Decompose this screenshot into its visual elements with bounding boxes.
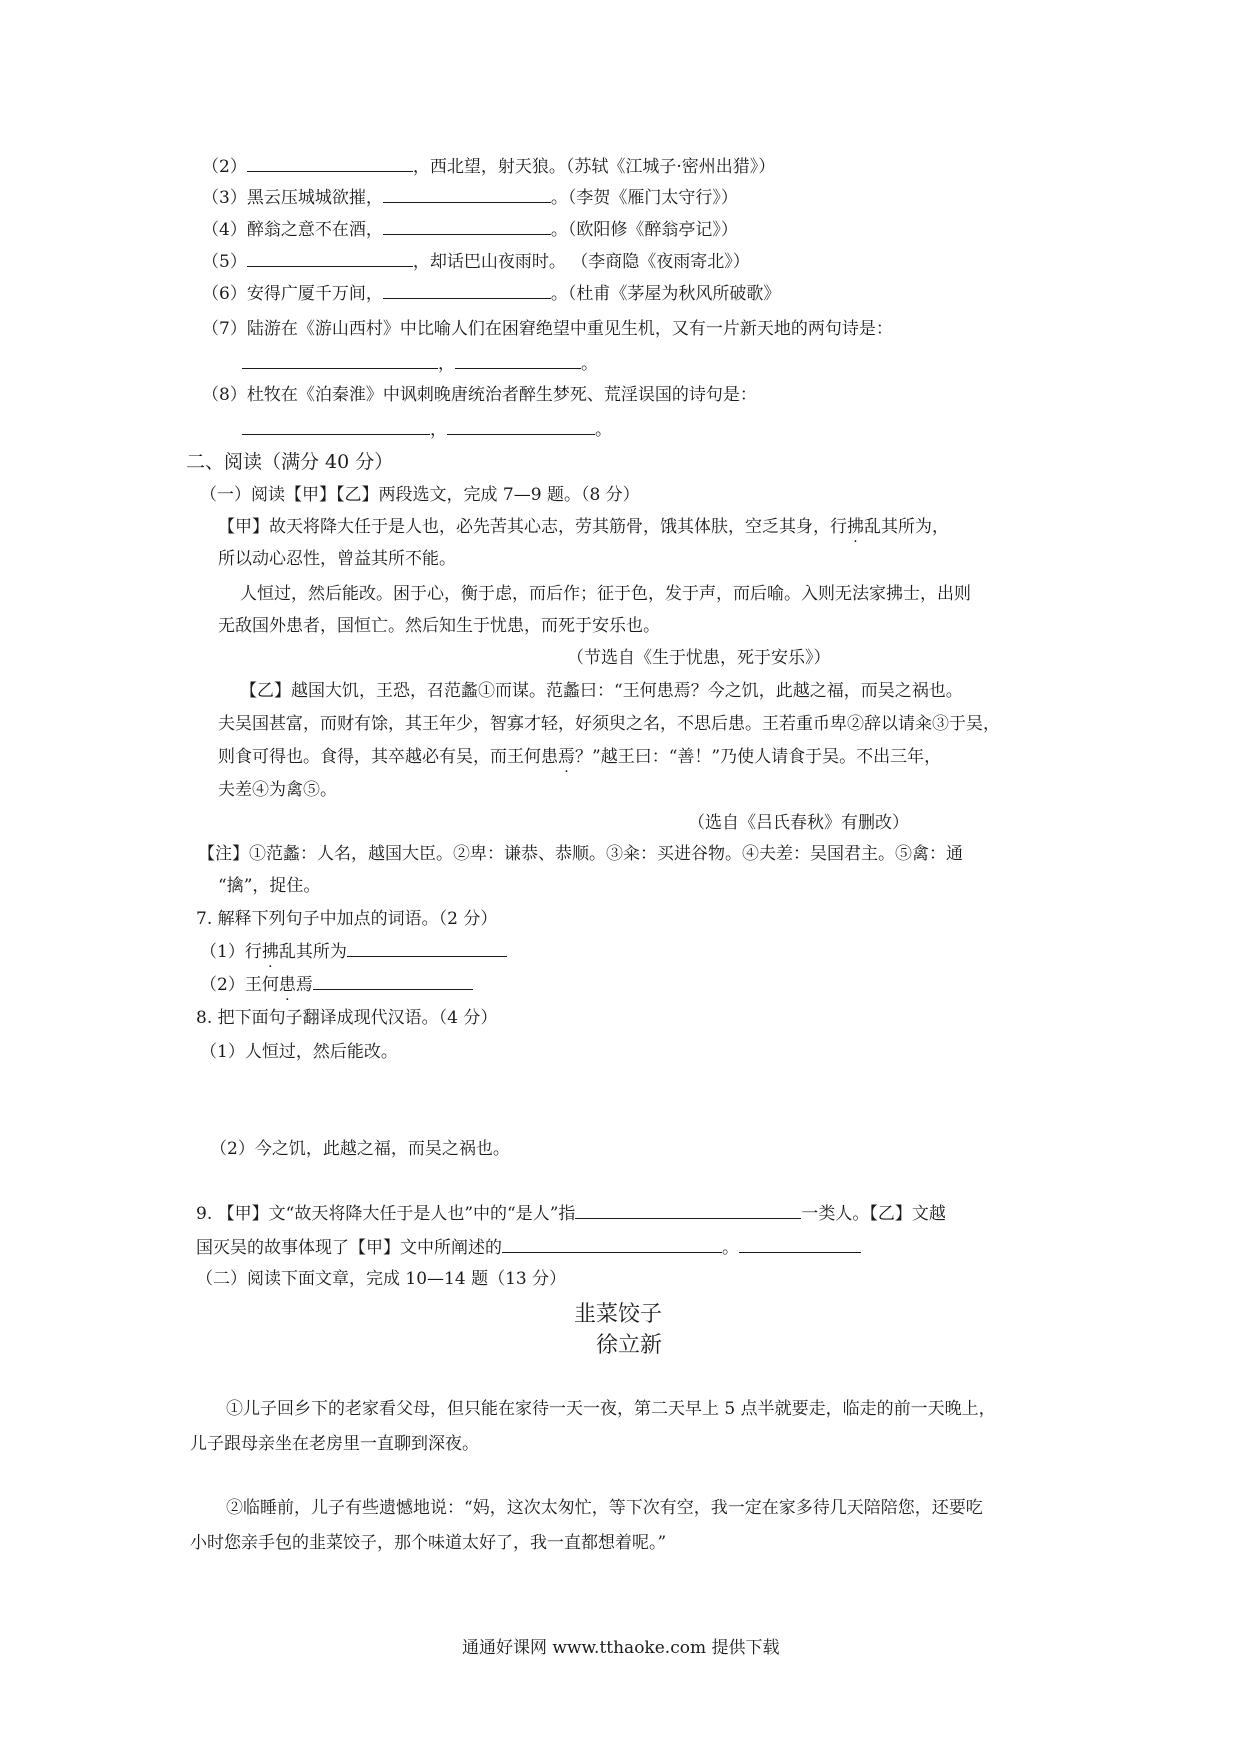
note-line-2: “擒”，捉住。 — [218, 876, 321, 896]
question-8-item-2: （2）今之饥，此越之福，而吴之祸也。 — [210, 1139, 510, 1159]
text: 一类人。【乙】文越 — [801, 1204, 946, 1224]
dotted-word: 拂 — [847, 517, 864, 537]
dotted-word: 拂 — [261, 942, 279, 962]
article-title: 韭菜饺子 — [574, 1302, 663, 1327]
answer-blank[interactable] — [447, 418, 595, 435]
question-7-item-2 — [200, 973, 473, 996]
section-heading: 二、阅读（满分 40 分） — [186, 451, 394, 473]
poem-line-6 — [202, 282, 780, 305]
poem-text: 醉翁之意不在酒， — [246, 220, 383, 240]
poem-line-2 — [202, 155, 775, 178]
answer-blank[interactable] — [247, 155, 413, 172]
poem-number: （6） — [202, 284, 247, 304]
end-mark: 。 — [581, 354, 598, 374]
question-8-heading: 8. 把下面句子翻译成现代汉语。（4 分） — [196, 1008, 498, 1028]
jia-paragraph-2b: 无敌国外患者，国恒亡。然后知生于忧患，而死于安乐也。 — [218, 616, 660, 636]
dotted-word: 焉 — [558, 747, 575, 767]
part-heading: （一）阅读【甲】【乙】两段选文，完成 7—9 题。（8 分） — [200, 485, 640, 505]
answer-blank[interactable] — [242, 352, 438, 369]
yi-source: （选自《吕氏春秋》有删改） — [688, 813, 909, 833]
answer-blank[interactable] — [383, 282, 551, 299]
text: （1）行 — [200, 942, 262, 962]
poem-question-7: （7）陆游在《游山西村》中比喻人们在困窘绝望中重见生机，又有一片新天地的两句诗是： — [202, 319, 893, 339]
poem-number: （4） — [202, 220, 247, 240]
article-paragraph-2a: ②临睡前，儿子有些遗憾地说：“妈，这次太匆忙，等下次有空，我一定在家多待几天陪陪您，还要吃 — [226, 1498, 983, 1518]
jia-paragraph-1b: 所以动心忍性，曾益其所不能。 — [218, 549, 456, 569]
poem-text: ，却话巴山夜雨时。 （李商隐《夜雨寄北》） — [412, 252, 750, 272]
answer-blank[interactable] — [455, 352, 581, 369]
question-8-item-1: （1）人恒过，然后能改。 — [200, 1042, 398, 1062]
yi-line-4: 夫差④为禽⑤。 — [218, 780, 337, 800]
article-author: 徐立新 — [596, 1333, 663, 1358]
jia-paragraph-1a — [218, 516, 949, 538]
text: ？”越王曰：“善！”乃使人请食于吴。不出三年， — [575, 747, 942, 767]
end-mark: 。 — [595, 420, 612, 440]
separator: ， — [430, 420, 447, 440]
poem-number: （2） — [202, 157, 247, 177]
separator: ， — [438, 354, 455, 374]
answer-blank[interactable] — [313, 973, 473, 990]
answer-blank[interactable] — [347, 940, 507, 957]
note-line-1: 【注】①范蠡：人名，越国大臣。②卑：谦恭、恭顺。③籴：买进谷物。④夫差：吴国君主。⑤禽：通 — [198, 844, 963, 864]
answer-blank[interactable] — [383, 218, 551, 235]
answer-blank[interactable] — [242, 418, 430, 435]
poem-line-4 — [202, 218, 738, 241]
article-paragraph-1a: ①儿子回乡下的老家看父母，但只能在家待一天一夜，第二天早上 5 点半就要走，临走的前一天晚上， — [226, 1399, 996, 1419]
yi-line-2: 夫吴国甚富，而财有馀，其王年少，智寡才轻，好须臾之名，不思后患。王若重币卑②辞以请籴③于吴， — [218, 714, 1000, 734]
poem-text: 安得广厦千万间， — [246, 284, 383, 304]
part-heading: （二）阅读下面文章，完成 10—14 题（13 分） — [196, 1269, 567, 1289]
answer-blank[interactable] — [383, 186, 551, 203]
poem-answer-7 — [242, 352, 598, 375]
question-9-line-1 — [196, 1202, 946, 1225]
question-7-item-1 — [200, 940, 507, 963]
answer-blank[interactable] — [502, 1236, 722, 1253]
poem-line-3 — [202, 186, 738, 209]
poem-source: 。（欧阳修《醉翁亭记》） — [550, 220, 738, 240]
poem-question-8: （8）杜牧在《泊秦淮》中讽刺晚唐统治者醉生梦死、荒淫误国的诗句是： — [202, 385, 757, 405]
poem-text: ，西北望，射天狼。（苏轼《江城子·密州出猎》） — [412, 157, 776, 177]
poem-number: （3） — [202, 188, 247, 208]
poem-answer-8 — [242, 418, 612, 441]
question-7-heading: 7. 解释下列句子中加点的词语。（2 分） — [196, 909, 498, 929]
jia-paragraph-2a: 人恒过，然后能改。困于心，衡于虑，而后作；征于色，发于声，而后喻。入则无法家拂士，出则 — [240, 584, 971, 604]
poem-source: 。（杜甫《茅屋为秋风所破歌》 — [550, 284, 781, 304]
answer-blank[interactable] — [739, 1236, 861, 1253]
text: 国灭吴的故事体现了【甲】文中所阐述的 — [196, 1238, 502, 1258]
question-9-line-2 — [196, 1236, 861, 1259]
text: 乱其所为 — [278, 942, 347, 962]
text: 乱其所为， — [864, 517, 949, 537]
text: 。 — [722, 1238, 739, 1258]
text: 则食可得也。食得，其卒越必有吴，而王何患 — [218, 747, 558, 767]
text: 焉 — [295, 975, 313, 995]
text: 9. 【甲】文“故天将降大任于是人也”中的“是人”指 — [196, 1204, 576, 1224]
poem-number: （5） — [202, 252, 247, 272]
answer-blank[interactable] — [575, 1202, 801, 1219]
text: （2）王何 — [200, 975, 279, 995]
text: 【甲】故天将降大任于是人也，必先苦其心志，劳其筋骨，饿其体肤，空乏其身，行 — [218, 517, 847, 537]
answer-blank[interactable] — [247, 250, 413, 267]
page-footer: 通通好课网 www.tthaoke.com 提供下载 — [462, 1638, 780, 1658]
jia-source: （节选自《生于忧患，死于安乐》） — [567, 648, 831, 668]
article-paragraph-2b: 小时您亲手包的韭菜饺子，那个味道太好了，我一直都想着呢。” — [190, 1533, 667, 1553]
yi-line-3 — [218, 746, 941, 768]
yi-line-1: 【乙】越国大饥，王恐，召范蠡①而谋。范蠡曰：“王何患焉？今之饥，此越之福，而吴之祸也。 — [240, 681, 963, 701]
article-paragraph-1b: 儿子跟母亲坐在老房里一直聊到深夜。 — [190, 1434, 479, 1454]
poem-text: 黑云压城城欲摧， — [246, 188, 383, 208]
poem-source: 。（李贺《雁门太守行》） — [550, 188, 738, 208]
dotted-word: 患 — [278, 975, 296, 995]
poem-line-5 — [202, 250, 750, 273]
